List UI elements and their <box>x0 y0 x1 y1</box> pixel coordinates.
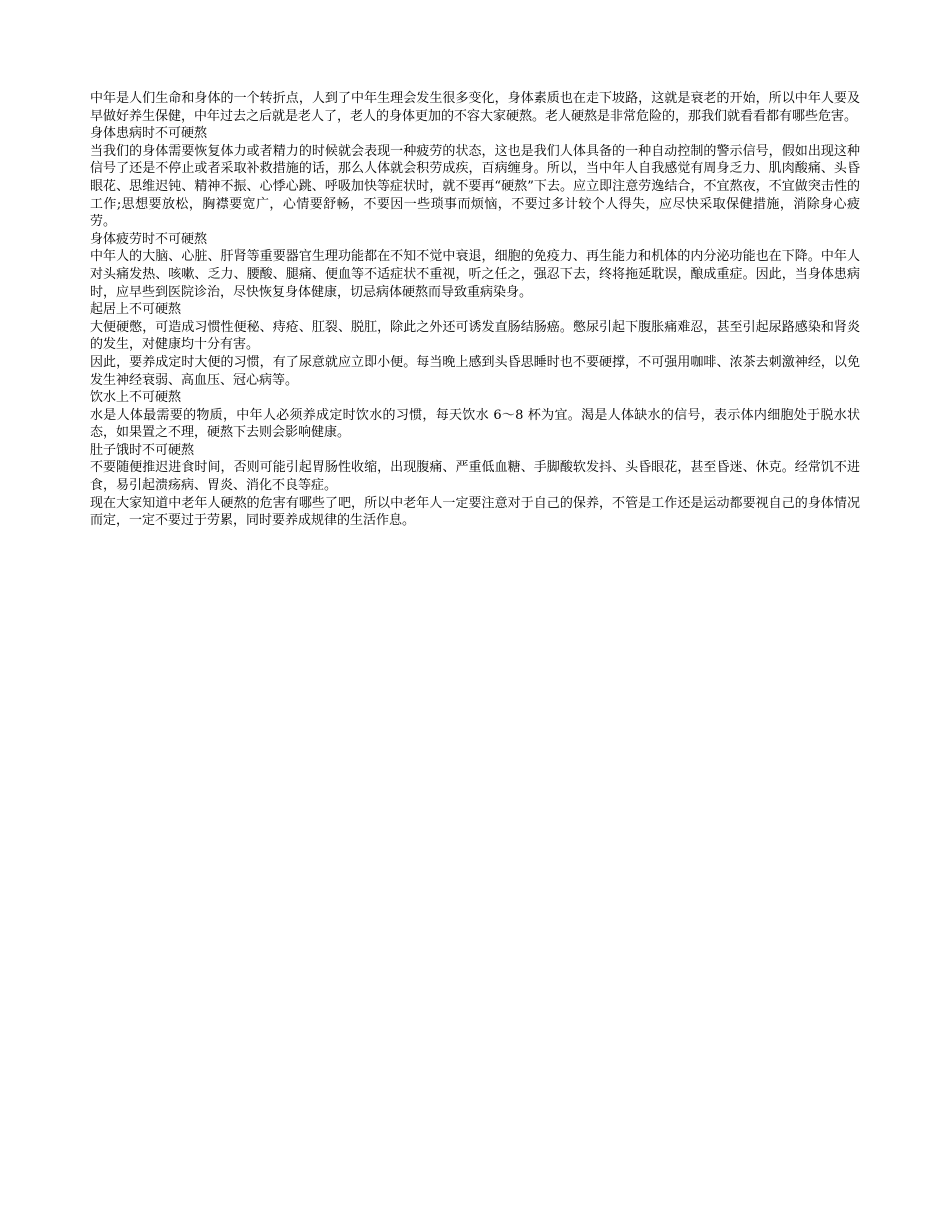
section-heading-hunger: 肚子饿时不可硬熬 <box>90 442 195 458</box>
document-body <box>90 90 860 530</box>
body-paragraph: 不要随便推迟进食时间，否则可能引起胃肠性收缩，出现腹痛、严重低血糖、手脚酸软发抖、头昏眼花，甚至昏迷、休克。经常饥不进食，易引起溃疡病、胃炎、消化不良等症。 <box>90 460 860 494</box>
body-paragraph: 水是人体最需要的物质，中年人必须养成定时饮水的习惯，每天饮水 6～8 杯为宜。渴是人体缺水的信号，表示体内细胞处于脱水状态，如果置之不理，硬熬下去则会影响健康。 <box>90 407 860 441</box>
body-paragraph: 因此，要养成定时大便的习惯，有了尿意就应立即小便。每当晚上感到头昏思睡时也不要硬撑，不可强用咖啡、浓茶去刺激神经，以免发生神经衰弱、高血压、冠心病等。 <box>90 354 860 388</box>
section-heading-daily-life: 起居上不可硬熬 <box>90 302 182 318</box>
section-heading-drinking-water: 饮水上不可硬熬 <box>90 390 182 406</box>
intro-paragraph: 中年是人们生命和身体的一个转折点，人到了中年生理会发生很多变化，身体素质也在走下坡路，这就是衰老的开始，所以中年人要及早做好养生保健，中年过去之后就是老人了，老人的身体更加的不容大家硬熬。老人硬熬是非常危险的，那我们就看看都有哪些危害。 <box>90 91 860 124</box>
body-paragraph: 中年人的大脑、心脏、肝肾等重要器官生理功能都在不知不觉中衰退，细胞的免疫力、再生能力和机体的内分泌功能也在下降。中年人对头痛发热、咳嗽、乏力、腰酸、腿痛、便血等不适症状不重视，听之任之，强忍下去，终将拖延耽误，酿成重症。因此，当身体患病时，应早些到医院诊治，尽快恢复身体健康，切忌病体硬熬而导致重病染身。 <box>90 249 860 300</box>
section-heading-fatigue: 身体疲劳时不可硬熬 <box>90 231 208 247</box>
section-heading-illness: 身体患病时不可硬熬 <box>90 126 208 142</box>
body-paragraph: 当我们的身体需要恢复体力或者精力的时候就会表现一种疲劳的状态，这也是我们人体具备的一种自动控制的警示信号，假如出现这种信号了还是不停止或者采取补救措施的话，那么人体就会积劳成疾，百病缠身。所以，当中年人自我感觉有周身乏力、肌肉酸痛、头昏眼花、思维迟钝、精神不振、心悸心跳、呼吸加快等症状时，就不要再“硬熬”下去。应立即注意劳逸结合，不宜熬夜，不宜做突击性的工作;思想要放松，胸襟要宽广，心情要舒畅，不要因一些琐事而烦恼，不要过多计较个人得失，应尽快采取保健措施，消除身心疲劳。 <box>90 143 860 230</box>
body-paragraph: 大便硬憋，可造成习惯性便秘、痔疮、肛裂、脱肛，除此之外还可诱发直肠结肠癌。憋尿引起下腹胀痛难忍，甚至引起尿路感染和肾炎的发生，对健康均十分有害。 <box>90 319 860 353</box>
conclusion-paragraph: 现在大家知道中老年人硬熬的危害有哪些了吧，所以中老年人一定要注意对于自己的保养，不管是工作还是运动都要视自己的身体情况而定，一定不要过于劳累，同时要养成规律的生活作息。 <box>90 495 860 529</box>
